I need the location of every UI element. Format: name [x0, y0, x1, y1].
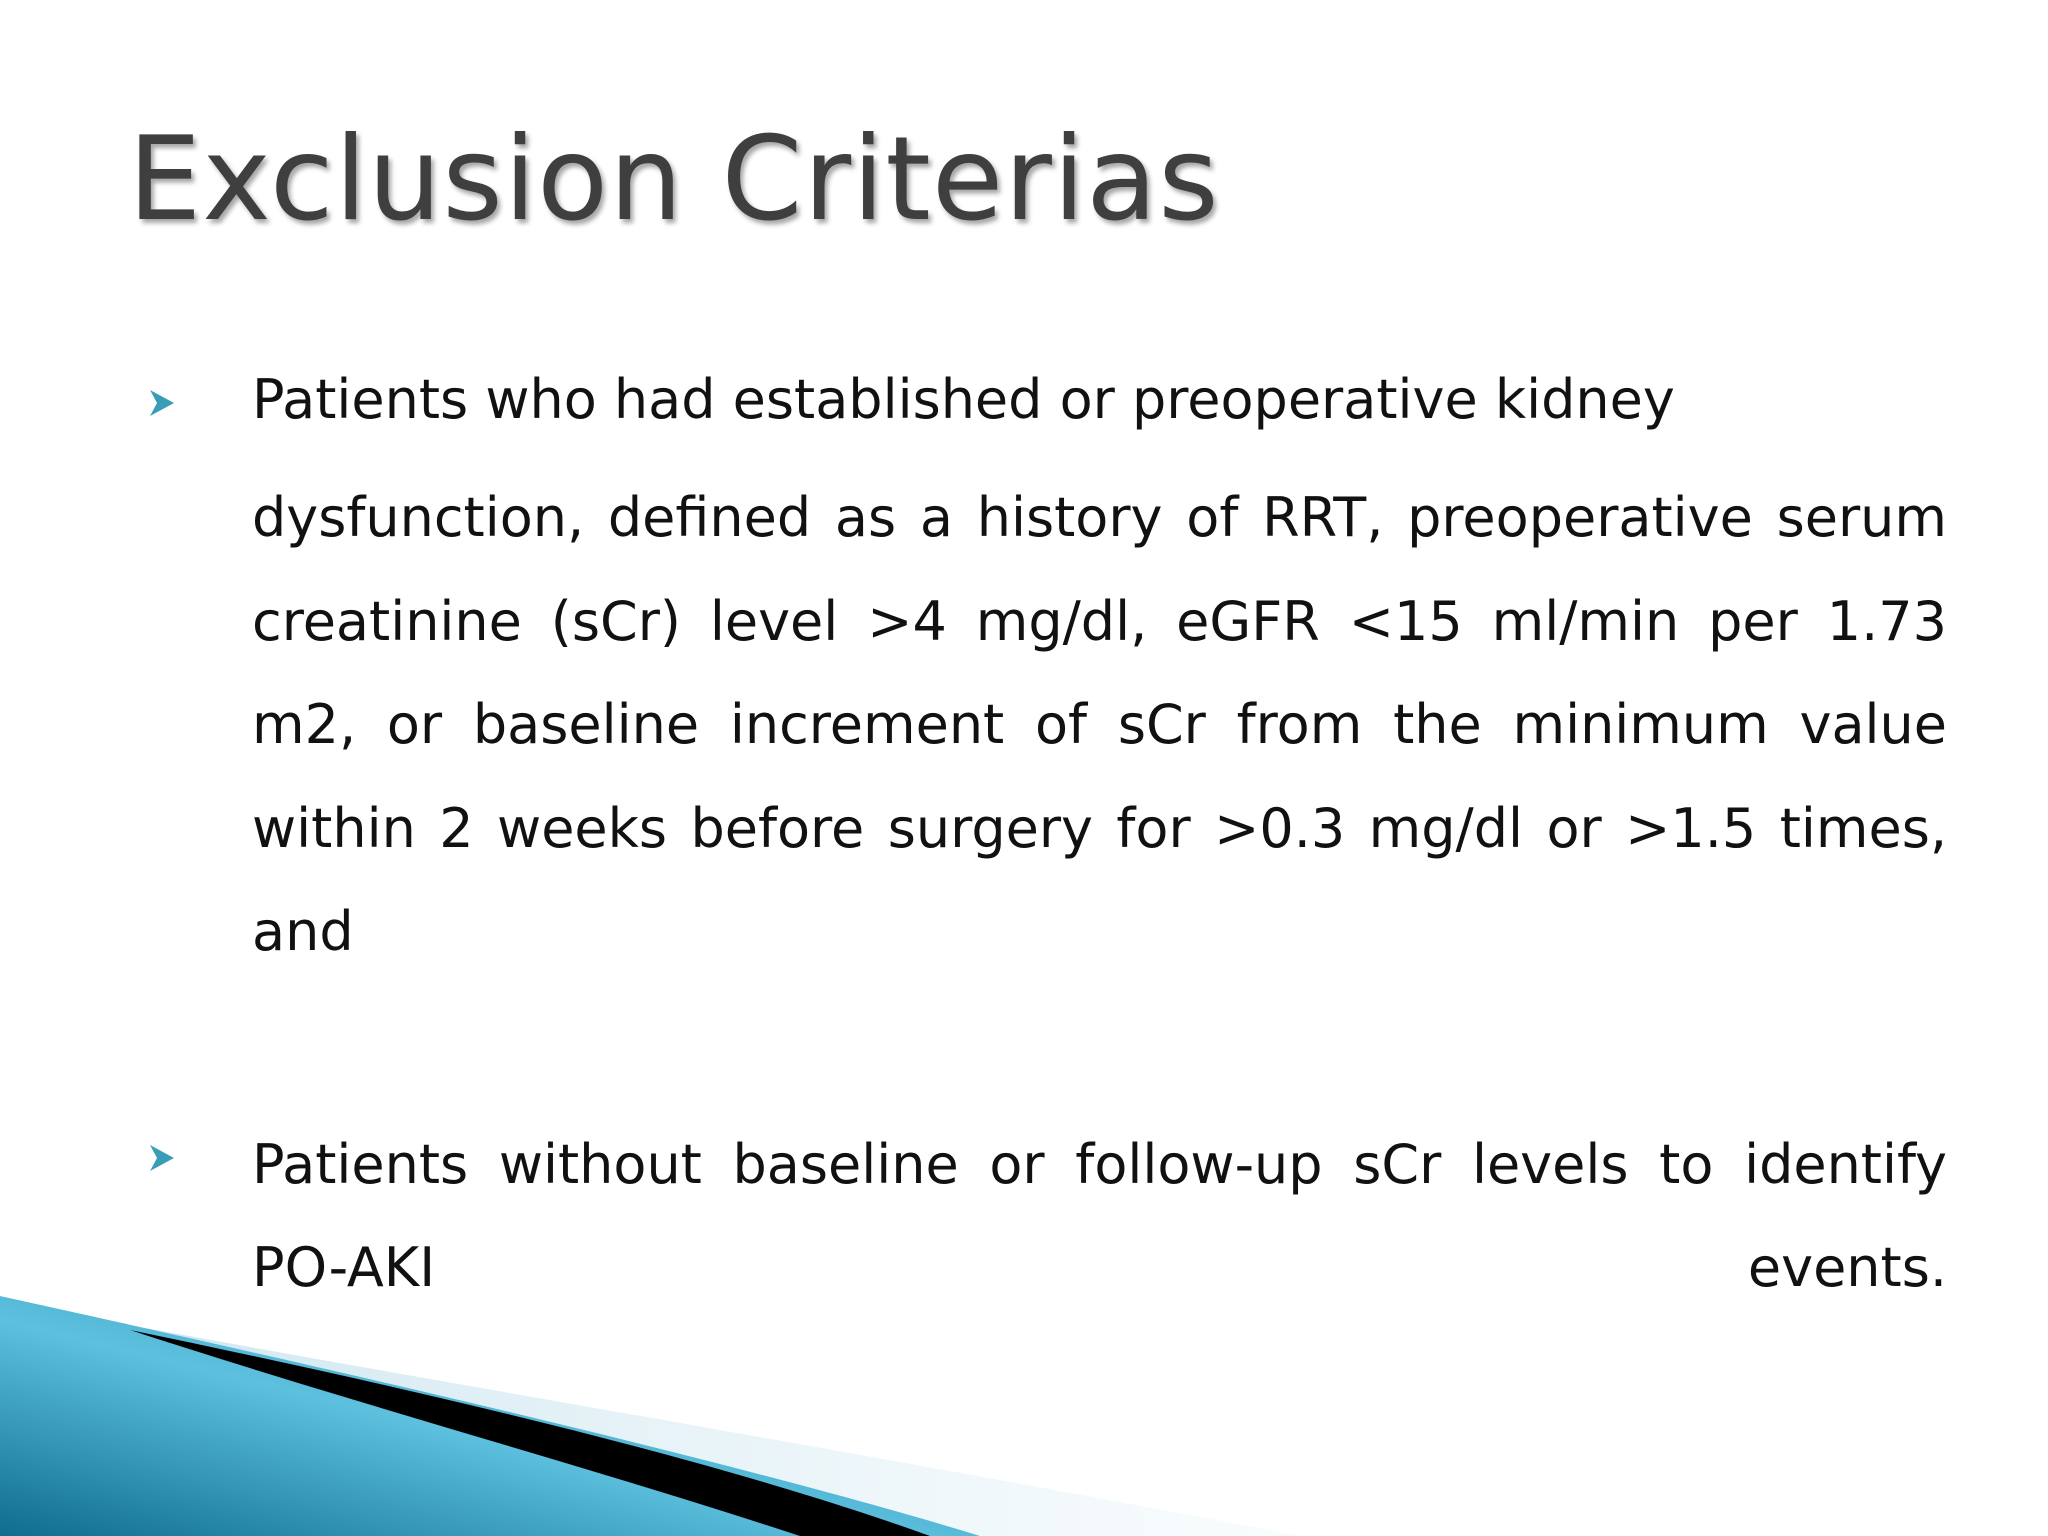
bullet-text-continuation: dysfunction, defined as a history of RRT, preoperative serum creatinine (sCr) level >4 mg/dl, eGFR <15 ml/min per 1.73 m2, or baseline increment of sCr from the minimum value within 2 weeks before surgery for >0.3 mg/dl or >1.5 times, and: [252, 486, 1947, 963]
arrowhead-bullet-icon: [150, 1145, 174, 1171]
bullet-text-first-line: Patients who had established or preoperative kidney: [252, 368, 1675, 431]
arrowhead-bullet-icon: [150, 390, 174, 416]
slide-title: Exclusion Criterias: [128, 112, 1220, 247]
bullet-text: Patients without baseline or follow-up sCr levels to identify PO-AKI events.: [252, 1133, 1947, 1299]
